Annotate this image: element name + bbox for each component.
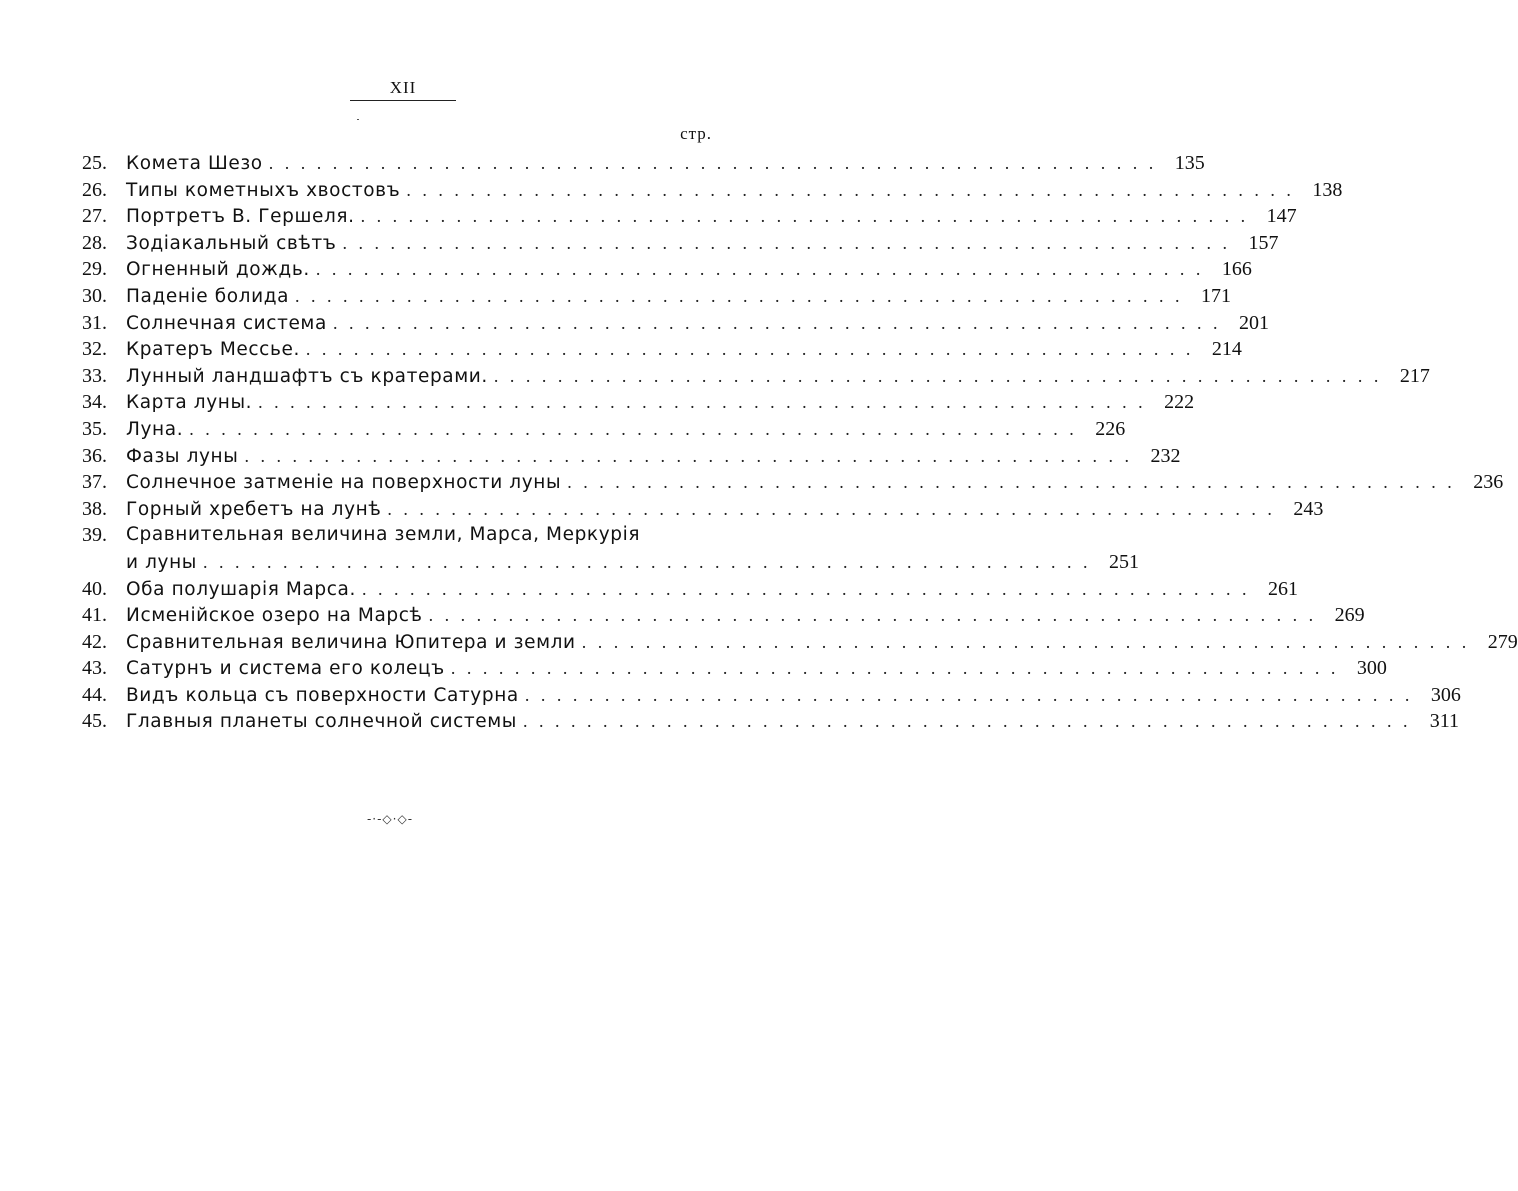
entry-number: 32. <box>82 338 107 361</box>
dot-leader <box>355 203 1249 230</box>
entry-title: Кратеръ Мессье. <box>126 339 300 361</box>
entry-title: Исменiйское озеро на Марсѣ <box>126 605 423 627</box>
entry-number: 40. <box>82 577 107 600</box>
dot-leader <box>327 310 1221 337</box>
entry-title: Главныя планеты солнечной системы <box>126 711 517 733</box>
entry-page: 138 <box>1312 178 1343 201</box>
entry-title: Огненный дождь. <box>126 259 310 281</box>
dot-leader <box>310 256 1204 283</box>
toc-entry <box>82 283 1232 310</box>
toc-entry <box>82 655 1387 682</box>
dot-leader <box>238 443 1132 470</box>
entry-title-continued: и луны <box>126 551 197 573</box>
toc-entry <box>82 230 1279 257</box>
dot-leader <box>336 230 1230 257</box>
entry-page: 261 <box>1267 577 1298 600</box>
entry-title: Сатурнъ и система его колецъ <box>126 658 445 680</box>
printing-speck <box>357 119 359 120</box>
entry-number: 30. <box>82 284 107 307</box>
header-rule <box>350 100 456 101</box>
entry-number: 37. <box>82 471 107 494</box>
entry-page: 217 <box>1399 364 1430 387</box>
entry-number: 29. <box>82 258 107 281</box>
toc-entry <box>82 336 1242 363</box>
entry-title: Карта луны. <box>126 392 253 414</box>
entry-title: Лунный ландшафтъ съ кратерами. <box>126 365 488 387</box>
entry-page: 201 <box>1238 311 1269 334</box>
toc-entry <box>82 256 1252 283</box>
toc-entry <box>82 682 1461 709</box>
dot-leader <box>252 389 1146 416</box>
entry-page: 214 <box>1211 338 1242 361</box>
entry-page: 279 <box>1487 630 1518 653</box>
entry-page: 236 <box>1473 471 1504 494</box>
entry-title: Сравнительная величина Юпитера и земли <box>126 631 576 653</box>
dot-leader <box>488 363 1382 390</box>
entry-line <box>126 549 1139 576</box>
entry-title: Комета Шезо <box>126 153 263 174</box>
entry-page: 147 <box>1266 205 1297 228</box>
entry-number: 43. <box>82 657 107 680</box>
entry-title: Зодiакальный свѣтъ <box>126 232 337 254</box>
entry-number: 41. <box>82 604 107 627</box>
entry-page: 306 <box>1430 683 1461 706</box>
entry-page: 232 <box>1150 444 1181 467</box>
entry-page: 135 <box>1174 152 1205 174</box>
toc-entry <box>82 150 1205 177</box>
toc-entry <box>82 496 1324 523</box>
toc-entry <box>82 522 1139 575</box>
toc-entry <box>82 629 1518 656</box>
toc-entry <box>82 576 1298 603</box>
entry-title: Горный хребетъ на лунѣ <box>126 498 382 520</box>
entry-title: Фазы луны <box>126 445 239 467</box>
entry-title: Солнечная система <box>126 312 327 334</box>
entry-number: 34. <box>82 391 107 414</box>
toc-entry <box>82 602 1365 629</box>
dot-leader <box>517 708 1411 735</box>
toc-entry <box>82 708 1459 735</box>
entry-page: 269 <box>1334 604 1365 627</box>
entry-number: 25. <box>82 152 107 174</box>
entry-line <box>126 522 1139 549</box>
entry-number: 44. <box>82 683 107 706</box>
dot-leader <box>423 602 1317 629</box>
page-column-label: стр. <box>680 124 712 143</box>
entry-page: 300 <box>1356 657 1387 680</box>
toc-entry <box>82 203 1297 230</box>
entry-number: 28. <box>82 231 107 254</box>
entry-title: Видъ кольца съ поверхности Сатурна <box>126 684 519 706</box>
toc-entry <box>82 443 1181 470</box>
toc-entry <box>82 416 1126 443</box>
entry-number: 27. <box>82 205 107 228</box>
table-of-illustrations <box>82 150 1518 735</box>
entry-page: 243 <box>1293 497 1324 520</box>
entry-number: 31. <box>82 311 107 334</box>
entry-title: Типы кометныхъ хвостовъ <box>126 179 401 201</box>
dot-leader <box>289 283 1183 310</box>
dot-leader <box>400 177 1294 204</box>
entry-number: 45. <box>82 710 107 733</box>
dot-leader <box>445 655 1339 682</box>
entry-number: 33. <box>82 364 107 387</box>
entry-title: Портретъ В. Гершеля. <box>126 206 355 228</box>
entry-page: 226 <box>1095 417 1126 440</box>
toc-entry <box>82 389 1195 416</box>
entry-page: 222 <box>1164 391 1195 414</box>
entry-page: 251 <box>1108 550 1139 573</box>
entry-number: 38. <box>82 497 107 520</box>
entry-title: Паденiе болида <box>126 285 290 307</box>
dot-leader <box>263 150 1157 177</box>
entry-page: 171 <box>1201 284 1232 307</box>
dot-leader <box>561 469 1455 496</box>
dot-leader <box>197 549 1091 576</box>
dot-leader <box>519 682 1413 709</box>
entry-page: 166 <box>1221 258 1252 281</box>
toc-entry <box>82 177 1343 204</box>
dot-leader <box>183 416 1077 443</box>
entry-title: Оба полушарiя Марса. <box>126 578 356 600</box>
dot-leader <box>356 576 1250 603</box>
dot-leader <box>576 629 1470 656</box>
entry-page: 311 <box>1429 710 1459 733</box>
dot-leader <box>300 336 1194 363</box>
entry-number: 39. <box>82 524 107 547</box>
entry-number: 26. <box>82 178 107 201</box>
toc-entry <box>82 310 1269 337</box>
page-number: XII <box>389 78 417 97</box>
entry-number: 42. <box>82 630 107 653</box>
ornament-divider: -·-◇·◇- <box>366 812 414 826</box>
entry-page: 157 <box>1248 231 1279 254</box>
entry-title: Сравнительная величина земли, Марса, Меркурiя <box>126 524 641 546</box>
entry-title: Солнечное затменiе на поверхности луны <box>126 472 562 494</box>
entry-body <box>126 522 1139 575</box>
dot-leader <box>381 496 1275 523</box>
toc-entry <box>82 469 1504 496</box>
toc-entry <box>82 363 1430 390</box>
entry-number: 36. <box>82 444 107 467</box>
entry-title: Луна. <box>126 418 184 440</box>
entry-number: 35. <box>82 417 107 440</box>
